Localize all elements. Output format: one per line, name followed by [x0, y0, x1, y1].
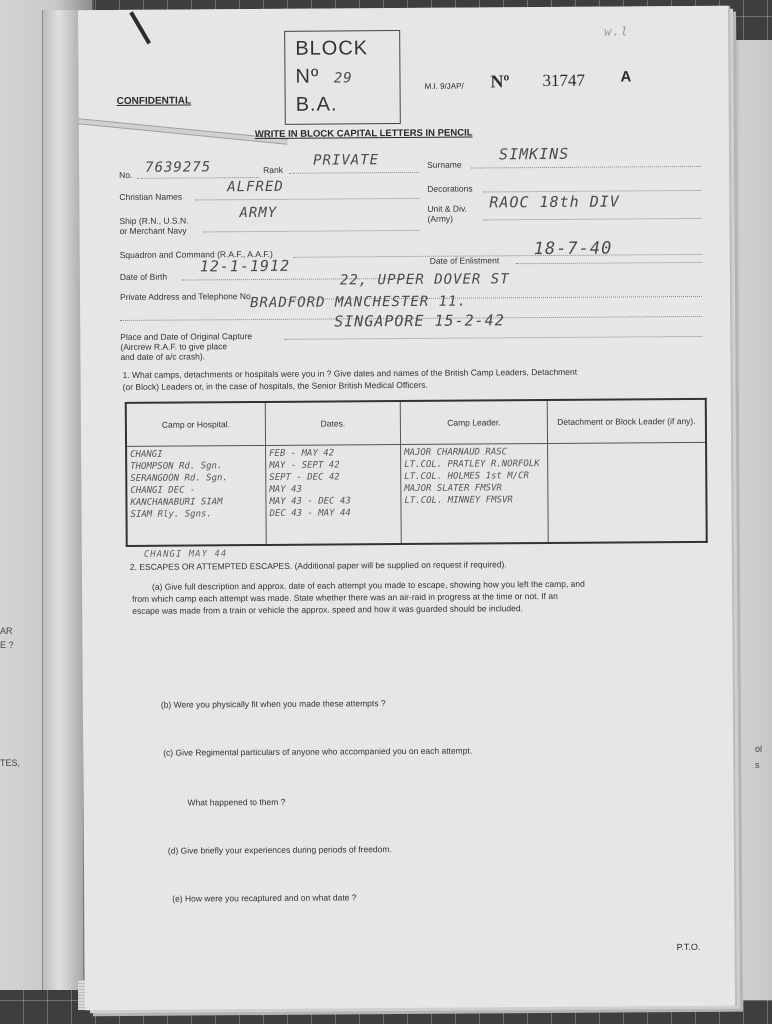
block-stamp-no	[295, 65, 352, 88]
camps-col-header: Camp or Hospital.	[126, 402, 266, 446]
camps-table	[125, 398, 708, 547]
right-margin-text: ol	[755, 744, 763, 754]
date-entry: DEC 43 - MAY 44	[269, 508, 351, 519]
block-stamp-line3: B.A.	[295, 93, 338, 116]
camp-entry: THOMPSON Rd. Sgn.	[130, 461, 223, 472]
question-2d: (d) Give briefly your experiences during periods of freedom.	[167, 844, 392, 856]
address-label: Private Address and Telephone No.	[119, 291, 254, 302]
camps-table-header-row	[126, 399, 706, 447]
question-2-title: 2. ESCAPES OR ATTEMPTED ESCAPES. (Additional paper will be supplied on request if required).	[129, 559, 507, 572]
address-line1: 22, UPPER DOVER ST	[339, 271, 510, 289]
address-line2: BRADFORD MANCHESTER 11.	[250, 293, 467, 312]
date-entry: MAY 43 - DEC 43	[269, 496, 351, 507]
corner-note: w.l	[604, 24, 629, 39]
camps-table-row	[126, 442, 707, 546]
christian-names-label: Christian Names	[119, 191, 183, 202]
question-2e: (e) How were you recaptured and on what date ?	[172, 892, 357, 904]
camp-entry: KANCHANABURI SIAM	[130, 497, 223, 508]
unit-label-2: (Army)	[427, 213, 454, 224]
capture-label-2: (Aircrew R.A.F. to give place	[120, 341, 228, 352]
camps-cell-detachment	[548, 442, 707, 543]
unit-value: RAOC 18th DIV	[489, 192, 620, 212]
no-value: 7639275	[145, 159, 212, 176]
surname-label: Surname	[427, 159, 462, 170]
capture-value: SINGAPORE 15-2-42	[334, 311, 505, 331]
serial-suffix: A	[620, 68, 632, 86]
pto-label: P.T.O.	[676, 941, 701, 953]
rank-label: Rank	[263, 164, 284, 175]
confidential-label: CONFIDENTIAL	[116, 95, 192, 108]
block-stamp-line1: BLOCK	[295, 37, 369, 60]
camps-cell-camp	[126, 445, 266, 545]
serial-no-value: 31747	[542, 70, 586, 91]
block-no-value: 29	[333, 70, 353, 87]
camps-col-header: Detachment or Block Leader (if any).	[547, 399, 706, 444]
camp-entry: SERANGOON Rd. Sgn.	[130, 473, 228, 484]
surname-value: SIMKINS	[498, 144, 570, 164]
camp-entry: SIAM Rly. Sgns.	[130, 509, 212, 520]
leader-entry: LT.COL. PRATLEY R.NORFOLK	[404, 459, 540, 471]
dob-value: 12-1-1912	[199, 256, 291, 276]
table-overflow-note: CHANGI MAY 44	[143, 549, 228, 560]
block-no-label: Nº	[295, 65, 320, 88]
enlistment-value: 18-7-40	[533, 238, 613, 260]
squadron-label: Squadron and Command (R.A.F., A.A.F.)	[119, 248, 273, 260]
capture-label-3: and date of a/c crash).	[120, 351, 206, 362]
leader-entry: MAJOR SLATER FMSVR	[404, 483, 502, 495]
date-entry: MAY - SEPT 42	[269, 460, 340, 471]
question-2a-line2: from which camp each attempt was made. State whether there was an air-raid in progress at the time or not. If an	[132, 590, 558, 604]
questionnaire-form	[78, 6, 735, 1011]
question-2c-followup: What happened to them ?	[187, 796, 286, 808]
ship-label-2: or Merchant Navy	[119, 225, 187, 236]
question-2b: (b) Were you physically fit when you made these attempts ?	[160, 698, 386, 710]
left-margin-text: TES,	[0, 758, 21, 768]
date-entry: SEPT - DEC 42	[269, 472, 340, 483]
date-entry: FEB - MAY 42	[269, 448, 335, 459]
camps-col-header: Dates.	[265, 401, 400, 445]
ship-value: ARMY	[239, 204, 278, 222]
left-binding-strip	[42, 10, 84, 990]
right-margin-text: s	[755, 760, 760, 770]
question-2c: (c) Give Regimental particulars of anyone who accompanied you on each attempt.	[163, 745, 473, 758]
question-2a-line1: (a) Give full description and approx. date of each attempt you made to escape, showing how you left the camp, and	[151, 578, 585, 592]
ship-label-1: Ship (R.N., U.S.N.	[119, 215, 189, 226]
unit-label-1: Unit & Div.	[427, 203, 467, 214]
left-margin-text: AR	[0, 626, 13, 636]
question-2a-line3: escape was made from a train or vehicle the approx. speed and how it was guarded should be included.	[132, 603, 523, 616]
mi-reference: M.I. 9/JAP/	[424, 81, 464, 91]
camp-entry: CHANGI DEC -	[130, 485, 196, 496]
no-label: No.	[119, 169, 133, 180]
instruction-heading: WRITE IN BLOCK CAPITAL LETTERS IN PENCIL	[254, 127, 473, 141]
date-entry: MAY 43	[269, 484, 302, 495]
left-margin-text: E ?	[0, 640, 14, 650]
leader-entry: LT.COL. HOLMES 1st M/CR	[404, 471, 529, 483]
enlistment-label: Date of Enlistment	[429, 255, 500, 266]
question-1-line2: (or Block) Leaders or, in the case of hospitals, the Senior British Medical Officers.	[122, 379, 428, 392]
dob-label: Date of Birth	[119, 271, 168, 282]
block-stamp	[284, 30, 401, 125]
camps-cell-dates	[266, 445, 402, 545]
camp-entry: CHANGI	[130, 449, 163, 460]
camps-cell-leader	[401, 444, 549, 545]
christian-names-value: ALFRED	[227, 178, 284, 196]
capture-label-1: Place and Date of Original Capture	[120, 331, 253, 342]
camps-col-header: Camp Leader.	[400, 400, 547, 445]
serial-no-label: Nº	[490, 71, 510, 92]
leader-entry: MAJOR CHARNAUD RASC	[404, 447, 508, 459]
rank-value: PRIVATE	[313, 152, 380, 169]
decorations-label: Decorations	[427, 183, 473, 194]
binding-cord	[129, 11, 151, 44]
leader-entry: LT.COL. MINNEY FMSVR	[404, 495, 513, 507]
question-1-line1: 1. What camps, detachments or hospitals were you in ? Give dates and names of the British Camp Leaders, Detachment	[122, 366, 578, 380]
